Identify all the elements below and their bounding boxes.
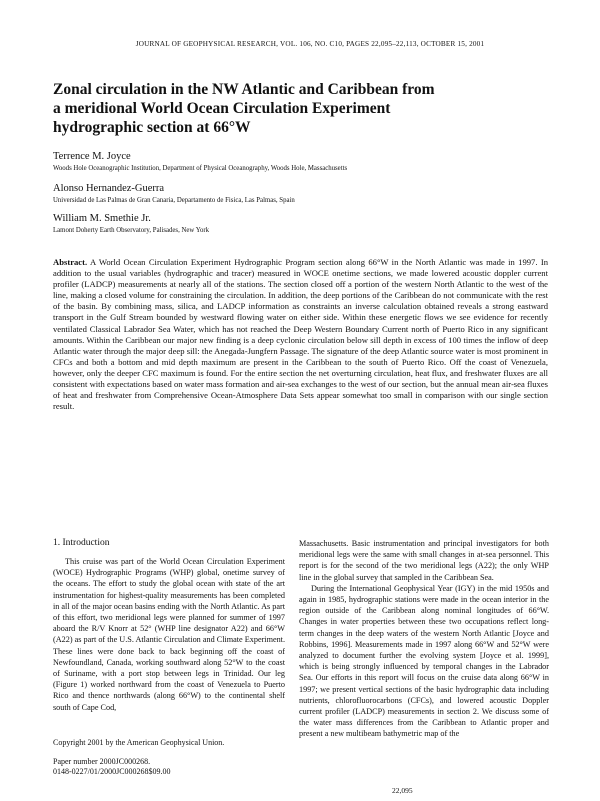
section-heading: 1. Introduction (53, 538, 110, 548)
page-number: 22,095 (392, 786, 413, 795)
left-column (53, 556, 285, 713)
right-column (299, 538, 549, 740)
author-name: Alonso Hernandez-Guerra (53, 183, 165, 194)
abstract-label: Abstract. (53, 257, 88, 267)
issn-code: 0148-0227/01/2000JC000268$09.00 (53, 767, 171, 776)
abstract-text: A World Ocean Circulation Experiment Hydrographic Program section along 66°W in the North Atlantic was made in 1997. In addition to the usual variables (hydrographic and tracer) measured in WOCE onetime sections, we made lowered acoustic doppler current profiler (LADCP) measurements at nearly all of the stations. The section closed off a portion of the western North Atlantic to the west of the line, making a closed volume for constraining the circulation. In addition, the deep portions of the Caribbean do not communicate with the rest of the basin. By combining mass, silica, and LADCP information as constraints an inverse calculation obtained reveals a strong eastward transport in the Gulf Stream bounded by westward flowing water on either side. Within these energetic flows we see evidence for recently ventilated Classical Labrador Sea Water, which has not reached the Deep Western Boundary Current north of Puerto Rico in any significant amounts. Within the Caribbean our major new finding is a deep cyclonic circulation below sill depth in excess of 100 times the inflow of deep Atlantic water through the major deep sill: the Anegada-Jungfern Passage. The signature of the deep Atlantic source water is most prominent in CFCs and both a bottom and mid depth maximum are present in the Caribbean to the south of Puerto Rico. Off the coast of Venezuela, however, only the deeper CFC maximum is found. For the entire section the net overturning circulation, heat flux, and freshwater fluxes are all consistent with expectations based on water mass formation and air-sea exchanges to the west of our section, but the annual mean air-sea fluxes of heat and freshwater from Comprehensive Ocean-Atmosphere Data Sets appear somewhat too small in comparison with our single section result. (53, 257, 548, 412)
article-title (53, 80, 473, 137)
title-line-3: hydrographic section at 66°W (53, 119, 251, 136)
body-paragraph: This cruise was part of the World Ocean Circulation Experiment (WOCE) Hydrographic Programs (WHP) global, onetime survey of the oceans. The effort to study the global ocean with state of the art instrumentation for highest-quality measurements has been completed in all of the major ocean basins ending with the North Atlantic. As part of this effort, two meridional legs were planned for summer of 1997 aboard the R/V Knorr at 52° (WHP line designator A22) and 66°W (A22) as part of the U.S. Atlantic Circulation and Climate Experiment. These lines were done back to back beginning off the coast of Newfoundland, Canada, working southward along 52°W to the coast of Suriname, with a port stop between legs in Trinidad. Our leg (Figure 1) worked northward from the coast of Venezuela to Puerto Rico and thence northwards (along 66°W) to the continental shelf south of Cape Cod, (53, 557, 285, 712)
abstract (53, 257, 548, 412)
title-line-1: Zonal circulation in the NW Atlantic and Caribbean from (53, 81, 435, 98)
author-affiliation: Universidad de Las Palmas de Gran Canaria, Departamento de Fisica, Las Palmas, Spain (53, 197, 295, 204)
paper-number-block (53, 757, 171, 777)
author-name: Terrence M. Joyce (53, 151, 131, 162)
journal-header: JOURNAL OF GEOPHYSICAL RESEARCH, VOL. 106, NO. C10, PAGES 22,095–22,113, OCTOBER 15, 2001 (135, 40, 485, 48)
copyright-notice: Copyright 2001 by the American Geophysical Union. (53, 738, 225, 747)
body-paragraph: During the International Geophysical Year (IGY) in the mid 1950s and again in 1985, hydrographic stations were made in the ocean interior in the region outside of the Caribbean along nominal longitudes of 66°W. Changes in water properties between these two occupations reflect long-term changes in the deep waters of the western North Atlantic [Joyce and Robbins, 1996]. Measurements made in 1997 along 66°W and 52°W were analyzed to document further the evolving system [Joyce et al. 1999], which is being strongly influenced by temporal changes in the Labrador Sea. Our efforts in this report will focus on the cruise data along 66°W in 1997; we present vertical sections of the basic hydrographic data including nutrients, chlorofluorocarbons (CFCs), and lowered acoustic Doppler current profiler (LADCP) measurements in section 2. We discuss some of the water mass differences from the Caribbean to Atlantic proper and present a new multibeam bathymetric map of the (299, 583, 549, 739)
author-affiliation: Woods Hole Oceanographic Institution, Department of Physical Oceanography, Woods Hole, Massachusetts (53, 165, 348, 172)
paper-number: Paper number 2000JC000268. (53, 757, 151, 766)
author-affiliation: Lamont Doherty Earth Observatory, Palisades, New York (53, 227, 210, 234)
title-line-2: a meridional World Ocean Circulation Experiment (53, 100, 391, 117)
author-name: William M. Smethie Jr. (53, 213, 151, 224)
body-paragraph: Massachusetts. Basic instrumentation and principal investigators for both meridional legs were the same with small changes in at-sea personnel. This report is for the second of the two meridional legs (A22); the only WHP line in the global survey that sampled in the Caribbean Sea. (299, 539, 549, 582)
